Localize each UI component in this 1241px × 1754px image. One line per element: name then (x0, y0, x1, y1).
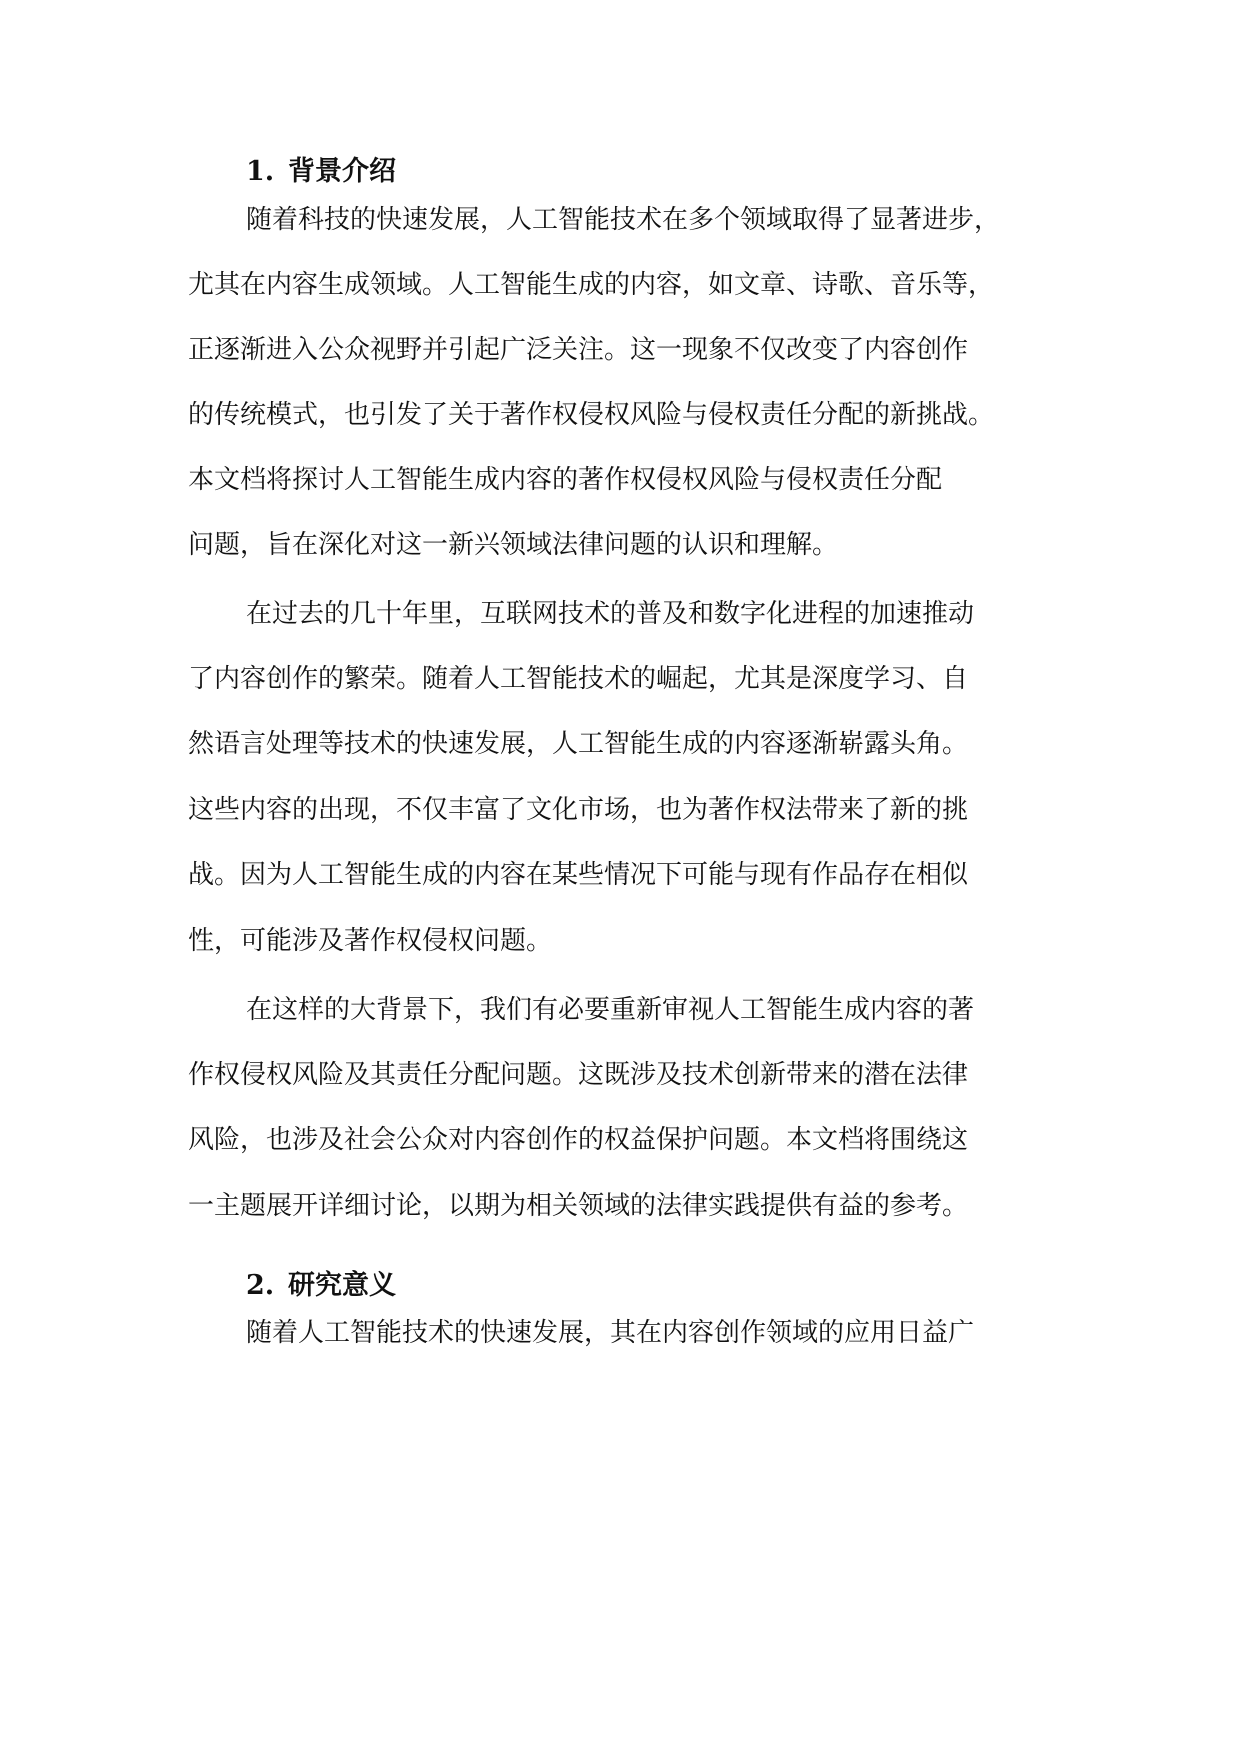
section-number: 1. (246, 156, 275, 187)
paragraph-line: 随着人工智能技术的快速发展，其在内容创作领域的应用日益广 (246, 1318, 975, 1348)
paragraph-line: 正逐渐进入公众视野并引起广泛关注。这一现象不仅改变了内容创作 (188, 335, 969, 365)
paragraph-line: 然语言处理等技术的快速发展，人工智能生成的内容逐渐崭露头角。 (188, 729, 969, 759)
paragraph-line: 尤其在内容生成领域。人工智能生成的内容，如文章、诗歌、音乐等， (188, 270, 995, 300)
paragraph-line: 本文档将探讨人工智能生成内容的著作权侵权风险与侵权责任分配 (188, 465, 943, 495)
section-title: 研究意义 (288, 1270, 396, 1301)
paragraph-line: 一主题展开详细讨论，以期为相关领域的法律实践提供有益的参考。 (188, 1191, 969, 1221)
paragraph-line: 性，可能涉及著作权侵权问题。 (188, 926, 553, 956)
paragraph-line: 在过去的几十年里，互联网技术的普及和数字化进程的加速推动 (246, 599, 975, 629)
paragraph-line: 问题，旨在深化对这一新兴领域法律问题的认识和理解。 (188, 530, 839, 560)
paragraph-line: 了内容创作的繁荣。随着人工智能技术的崛起，尤其是深度学习、自 (188, 664, 969, 694)
paragraph-line: 作权侵权风险及其责任分配问题。这既涉及技术创新带来的潜在法律 (188, 1060, 969, 1090)
section-number: 2. (246, 1270, 275, 1301)
paragraph-line: 风险，也涉及社会公众对内容创作的权益保护问题。本文档将围绕这 (188, 1125, 969, 1155)
paragraph-line: 战。因为人工智能生成的内容在某些情况下可能与现有作品存在相似 (188, 860, 969, 890)
paragraph-line: 随着科技的快速发展，人工智能技术在多个领域取得了显著进步， (246, 205, 1001, 235)
paragraph-line: 的传统模式，也引发了关于著作权侵权风险与侵权责任分配的新挑战。 (188, 400, 995, 430)
paragraph-line: 在这样的大背景下，我们有必要重新审视人工智能生成内容的著 (246, 995, 975, 1025)
section-heading (246, 152, 1046, 192)
section-title: 背景介绍 (288, 156, 396, 187)
section-heading (246, 1266, 1046, 1306)
paragraph-line: 这些内容的出现，不仅丰富了文化市场，也为著作权法带来了新的挑 (188, 795, 969, 825)
